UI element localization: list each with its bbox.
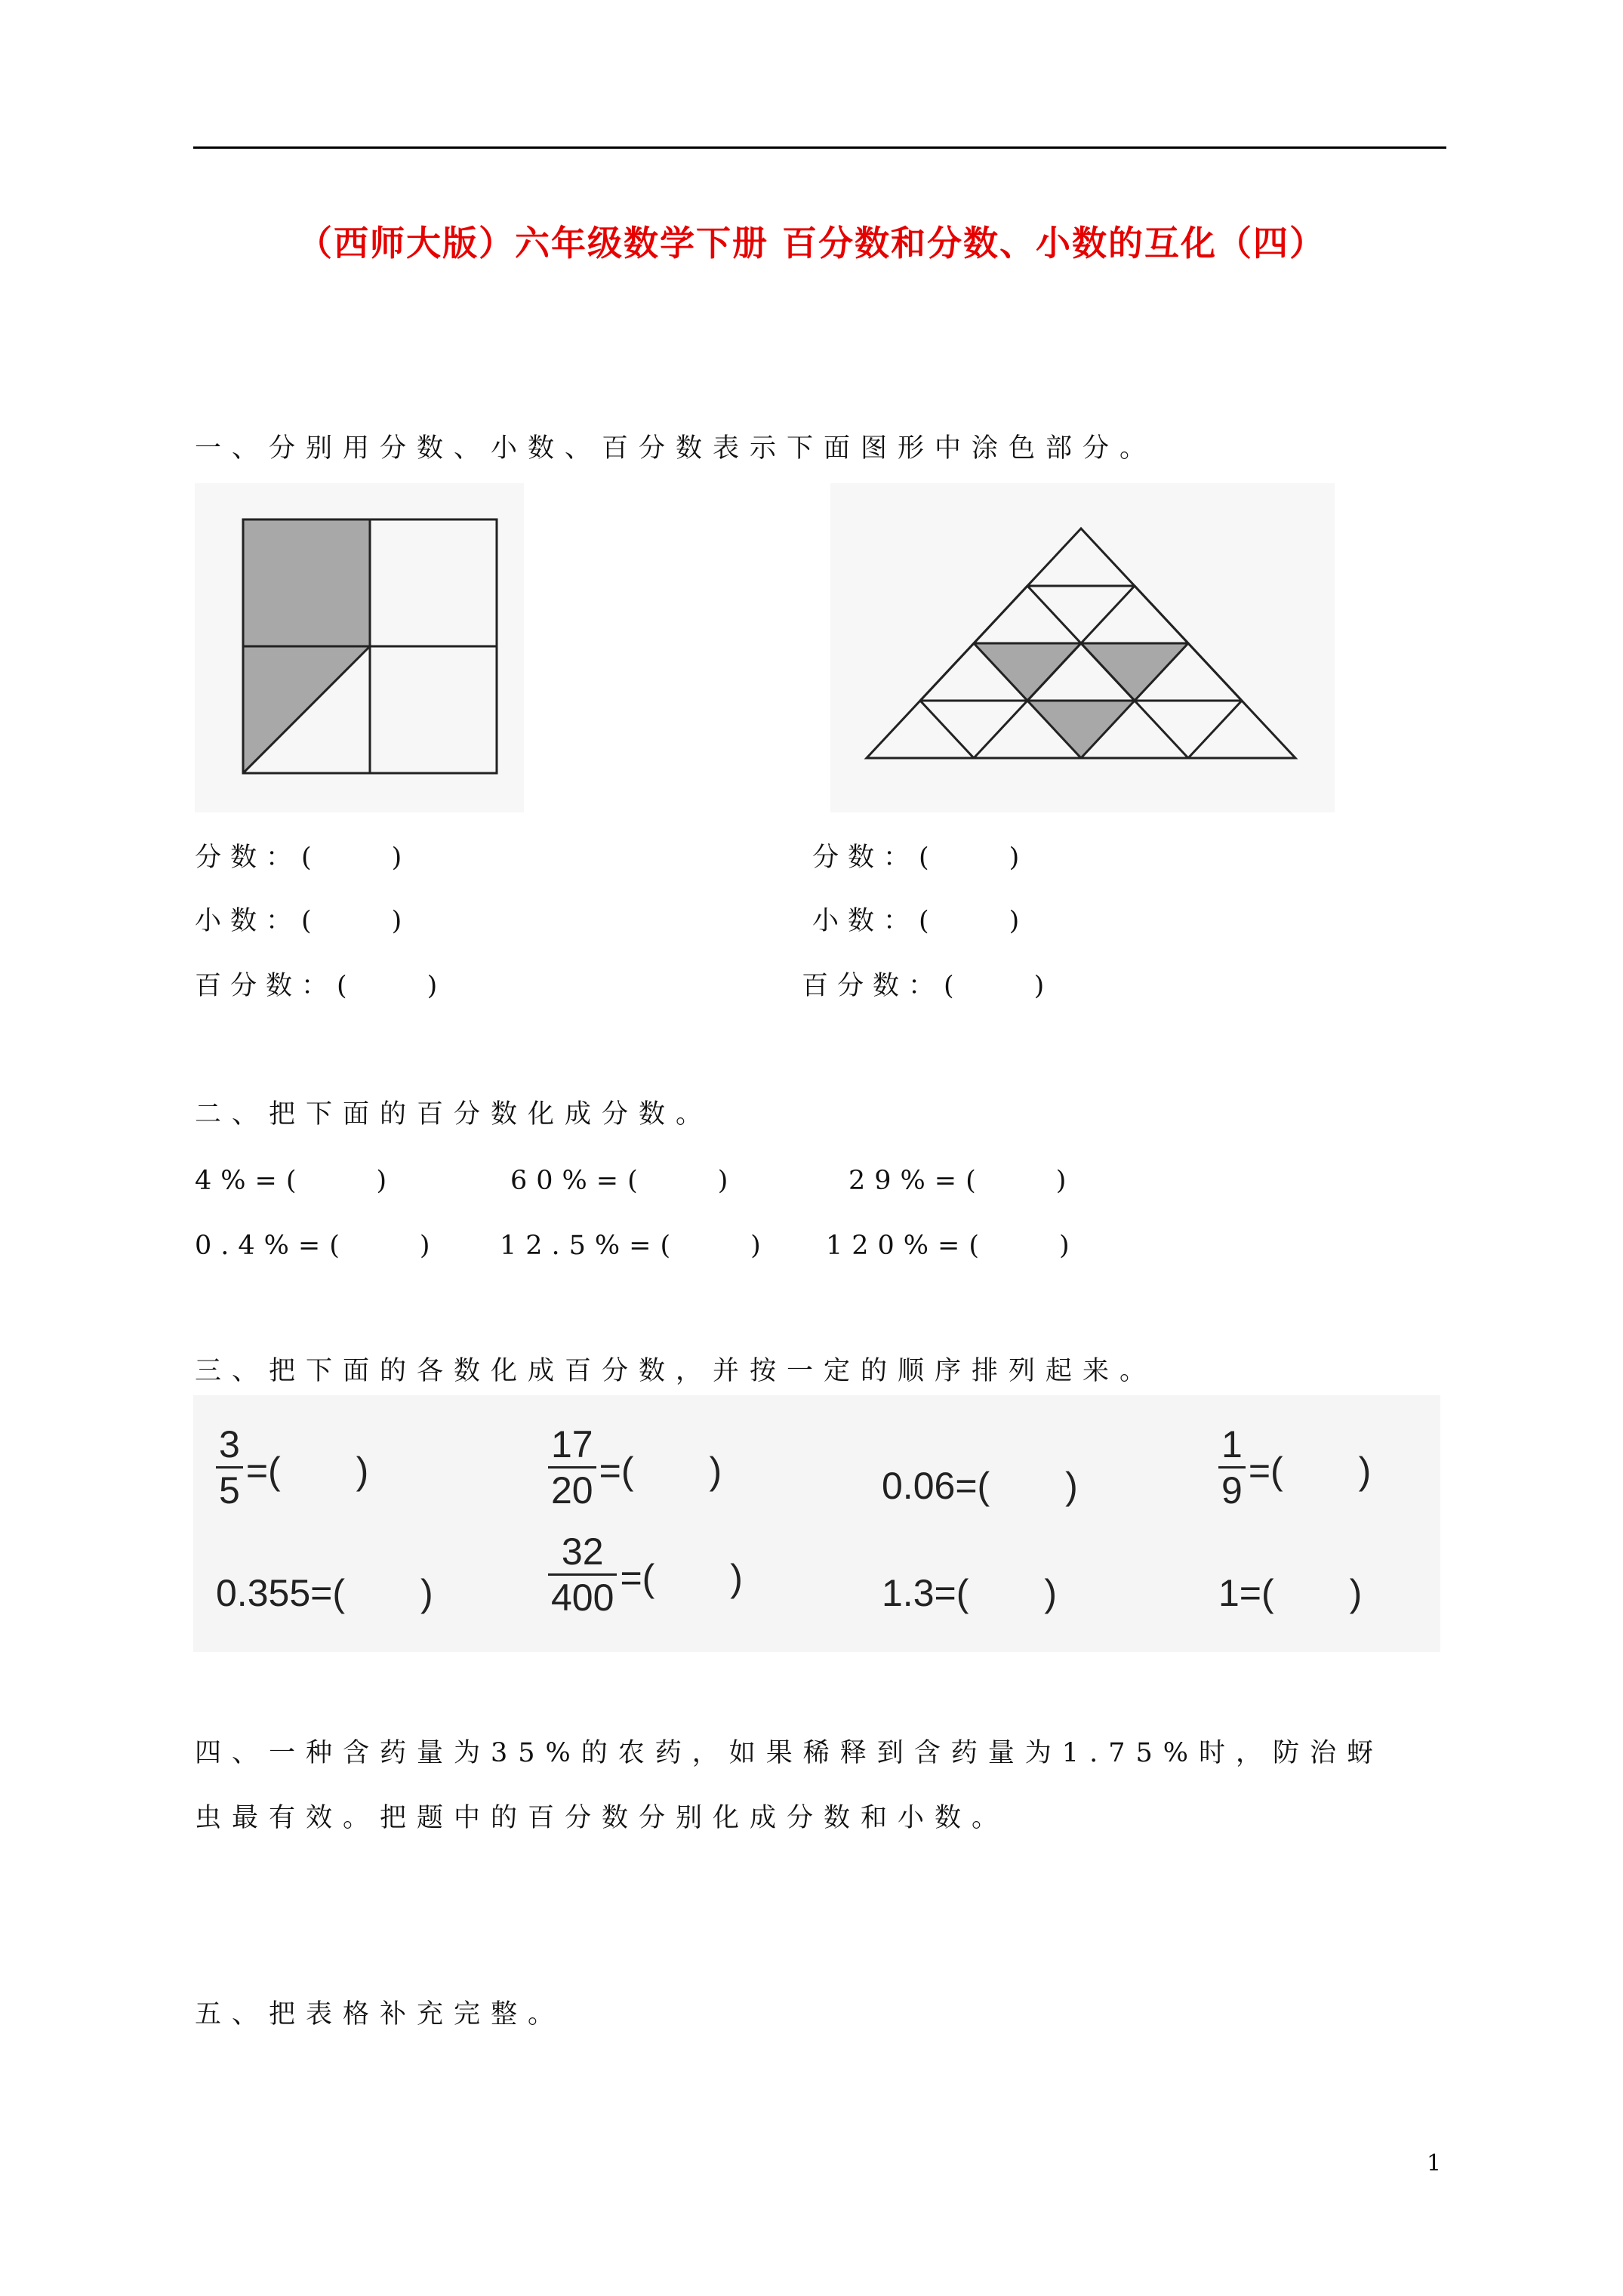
page-number: 1 — [1427, 2150, 1442, 2177]
q2-item[interactable]: 60%=( ) — [510, 1166, 738, 1196]
q1-left-decimal[interactable]: 小数：( ) — [195, 906, 411, 936]
q3-item-fraction[interactable]: $\frac{3}{5}$ =( ) — [216, 1425, 368, 1509]
q1-right-fraction[interactable]: 分数：( ) — [812, 843, 1029, 873]
q3-math-box — [193, 1395, 1440, 1652]
q3-item-fraction[interactable]: $\frac{32}{400}$ =( ) — [548, 1533, 743, 1616]
q3-item-decimal[interactable]: 1=( ) — [1218, 1572, 1363, 1614]
q1-left-percent[interactable]: 百分数：( ) — [195, 971, 447, 1001]
triangle-figure — [830, 483, 1335, 812]
q1-heading: 一、分别用分数、小数、百分数表示下面图形中涂色部分。 — [195, 433, 1157, 464]
q4-line-1: 四、一种含药量为35%的农药，如果稀释到含药量为1.75%时，防治蚜 — [195, 1738, 1384, 1768]
square-figure — [195, 483, 524, 812]
q3-heading: 三、把下面的各数化成百分数，并按一定的顺序排列起来。 — [195, 1356, 1157, 1386]
q3-item-decimal[interactable]: 0.06=( ) — [882, 1465, 1078, 1507]
header-rule — [193, 146, 1446, 149]
q2-item[interactable]: 12.5%=( ) — [500, 1231, 770, 1261]
q2-item[interactable]: 0.4%=( ) — [195, 1231, 439, 1261]
q1-right-percent[interactable]: 百分数：( ) — [802, 971, 1054, 1001]
q2-heading: 二、把下面的百分数化成分数。 — [195, 1099, 713, 1130]
q1-right-decimal[interactable]: 小数：( ) — [812, 906, 1029, 936]
q3-item-fraction[interactable]: $\frac{1}{9}$ =( ) — [1218, 1425, 1371, 1509]
q2-item[interactable]: 4%=( ) — [195, 1166, 396, 1196]
q3-item-fraction[interactable]: $\frac{17}{20}$ =( ) — [548, 1425, 722, 1509]
page-title: （西师大版）六年级数学下册 百分数和分数、小数的互化（四） — [297, 223, 1326, 264]
q5-heading: 五、把表格补充完整。 — [195, 1999, 565, 2029]
q1-left-fraction[interactable]: 分数：( ) — [195, 843, 411, 873]
q3-item-decimal[interactable]: 1.3=( ) — [882, 1572, 1058, 1614]
q3-item-decimal[interactable]: 0.355=( ) — [216, 1572, 433, 1614]
q2-item[interactable]: 29%=( ) — [848, 1166, 1076, 1196]
q2-item[interactable]: 120%=( ) — [826, 1231, 1079, 1261]
q4-line-2: 虫最有效。把题中的百分数分别化成分数和小数。 — [195, 1803, 1009, 1833]
